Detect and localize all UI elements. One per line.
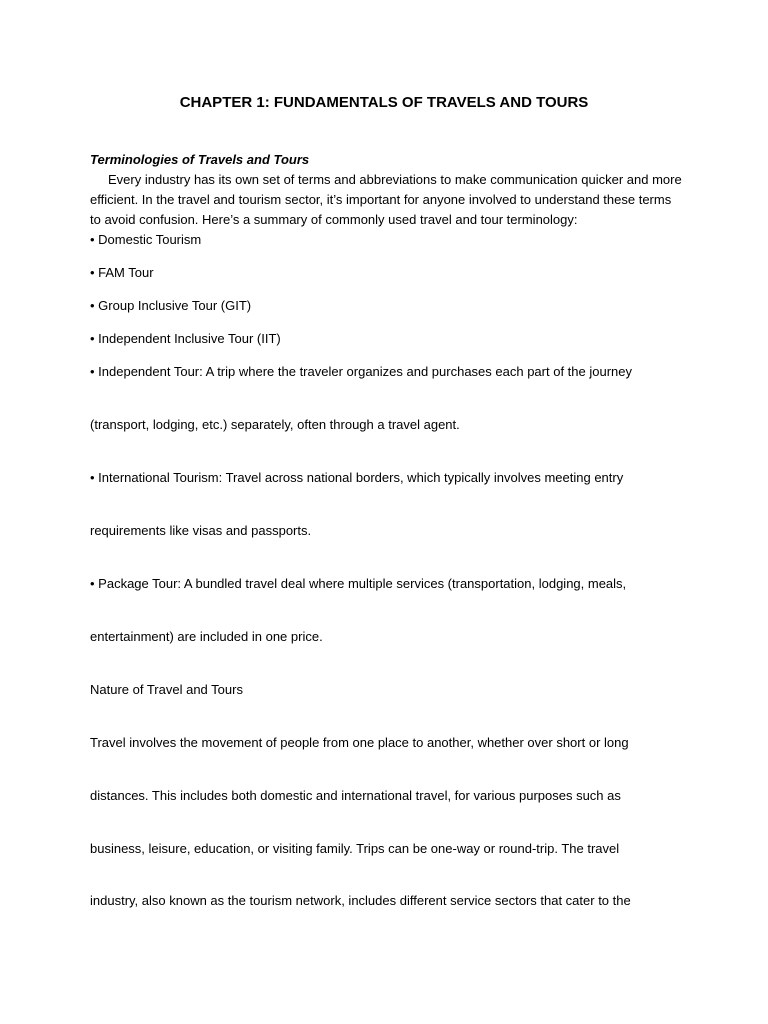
body-line: business, leisure, education, or visiting family. Trips can be one-way or round-trip. The travel <box>90 841 620 856</box>
bullet-fam-tour: • FAM Tour <box>90 265 154 280</box>
bullet-group-inclusive-tour: • Group Inclusive Tour (GIT) <box>90 298 252 313</box>
section-title-nature: Nature of Travel and Tours <box>90 682 243 697</box>
body-line: • Package Tour: A bundled travel deal where multiple services (transportation, lodging, meals, <box>90 576 627 591</box>
intro-line-1: Every industry has its own set of terms and abbreviations to make communication quicker and more <box>108 172 682 187</box>
body-line: requirements like visas and passports. <box>90 523 312 538</box>
bullet-domestic-tourism: • Domestic Tourism <box>90 232 202 247</box>
intro-line-3: to avoid confusion. Here’s a summary of commonly used travel and tour terminology: <box>90 212 578 227</box>
bullet-independent-inclusive-tour: • Independent Inclusive Tour (IIT) <box>90 331 281 346</box>
body-line: distances. This includes both domestic and international travel, for various purposes such as <box>90 788 621 803</box>
body-line: industry, also known as the tourism network, includes different service sectors that cater to the <box>90 893 631 908</box>
body-line: entertainment) are included in one price. <box>90 629 323 644</box>
body-line: • Independent Tour: A trip where the traveler organizes and purchases each part of the journey <box>90 364 632 379</box>
body-line: • International Tourism: Travel across national borders, which typically involves meeting entry <box>90 470 624 485</box>
body-line: Travel involves the movement of people from one place to another, whether over short or long <box>90 735 629 750</box>
section-heading: Terminologies of Travels and Tours <box>90 152 310 167</box>
intro-line-2: efficient. In the travel and tourism sector, it’s important for anyone involved to understand these terms <box>90 192 672 207</box>
body-line: (transport, lodging, etc.) separately, often through a travel agent. <box>90 417 460 432</box>
chapter-title: CHAPTER 1: FUNDAMENTALS OF TRAVELS AND TOURS <box>179 94 589 111</box>
